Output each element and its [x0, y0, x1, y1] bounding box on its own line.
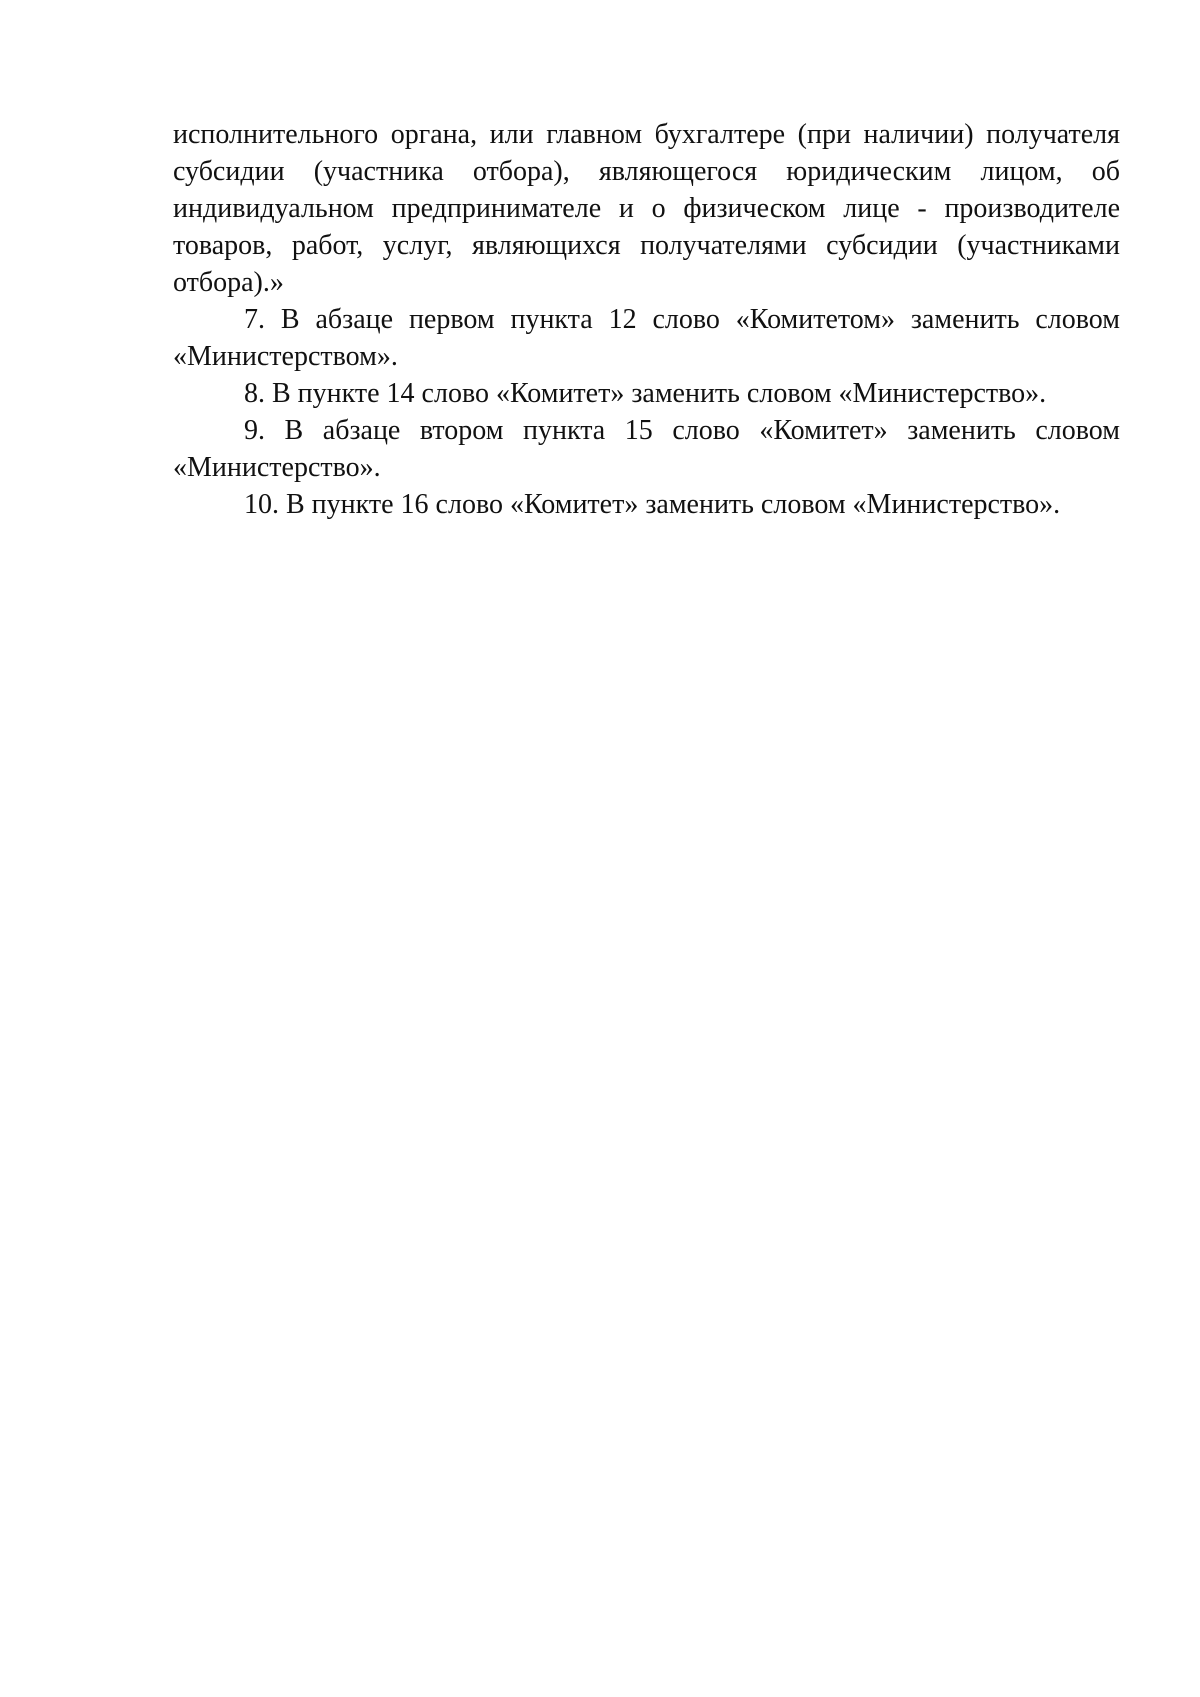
paragraph-item-8: 8. В пункте 14 слово «Комитет» заменить словом «Министерство».	[244, 378, 1047, 409]
paragraph-continuation: исполнительного органа, или главном бухгалтере (при наличии) получателя субсидии (участника отбора), являющегося юридическим лицом, об индивидуальном предпринимателе и о физическом лице - производителе товаров, работ, услуг, являющихся получателями субсидии (участниками отбора).»	[173, 119, 1120, 298]
paragraph-item-9: 9. В абзаце втором пункта 15 слово «Комитет» заменить словом «Министерство».	[173, 415, 1120, 483]
paragraph-item-7: 7. В абзаце первом пункта 12 слово «Комитетом» заменить словом «Министерством».	[173, 304, 1120, 372]
document-body	[173, 116, 1120, 523]
paragraph-item-10: 10. В пункте 16 слово «Комитет» заменить словом «Министерство».	[244, 489, 1061, 520]
